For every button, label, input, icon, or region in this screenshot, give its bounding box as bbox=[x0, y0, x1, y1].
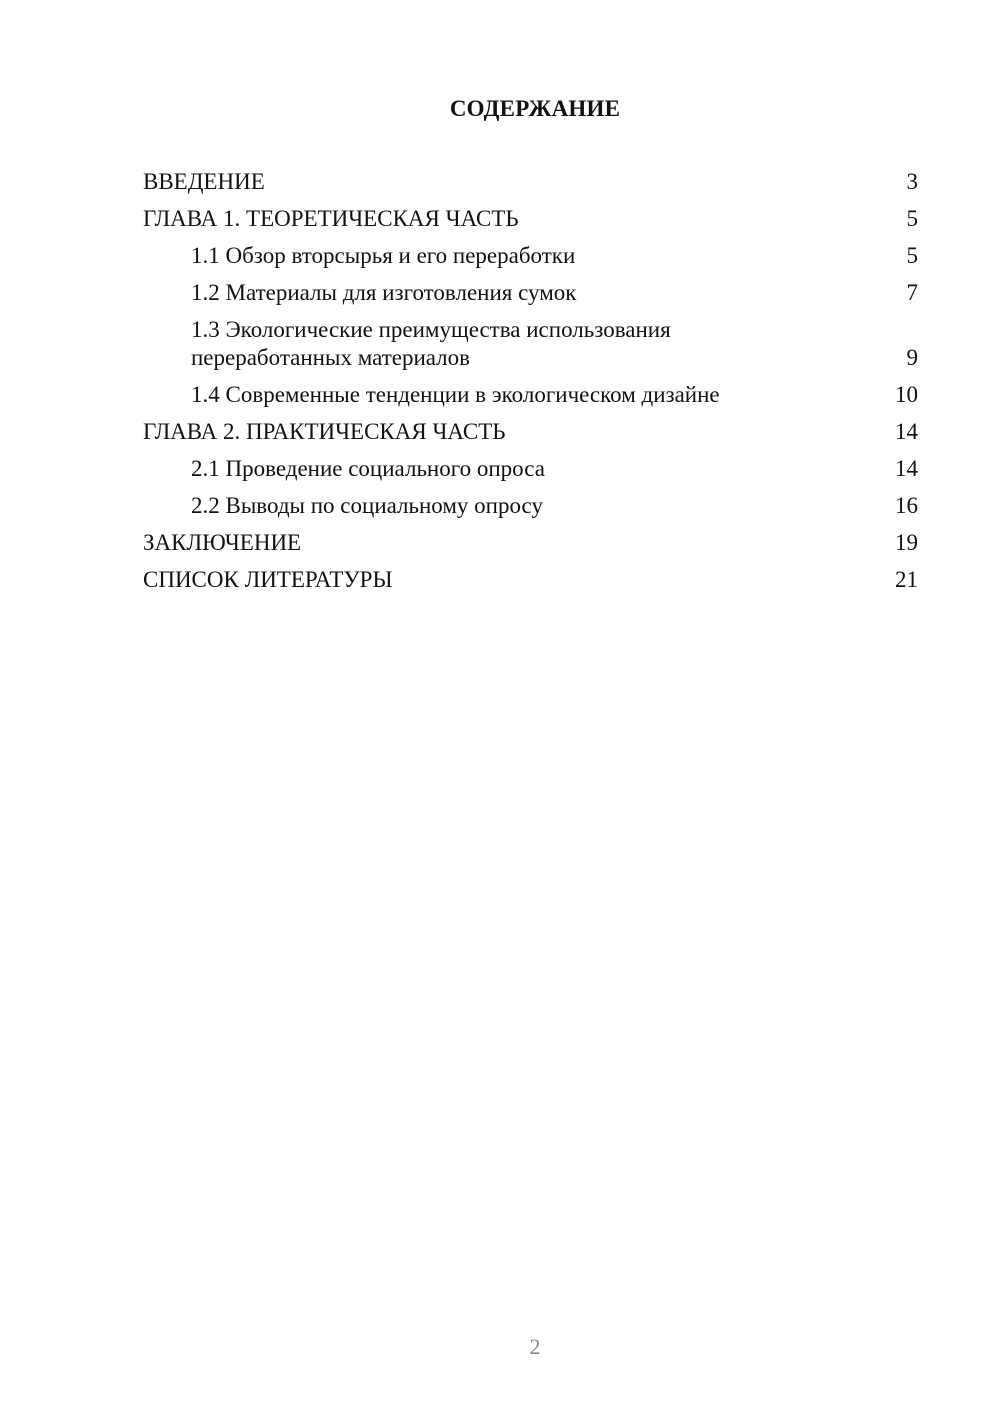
toc-entry-label: 1.3 Экологические преимущества использования переработанных материалов bbox=[191, 317, 671, 370]
toc-entry-section-1-2[interactable] bbox=[143, 279, 918, 307]
toc-entry-section-1-4[interactable] bbox=[143, 381, 918, 409]
toc-entry-conclusion[interactable] bbox=[143, 529, 918, 557]
toc-entry-page: 16 bbox=[895, 493, 918, 518]
toc-entry-label: ЗАКЛЮЧЕНИЕ bbox=[143, 530, 302, 555]
toc-entry-label: ГЛАВА 2. ПРАКТИЧЕСКАЯ ЧАСТЬ bbox=[143, 419, 506, 444]
toc-entry-page: 21 bbox=[895, 567, 918, 592]
toc-entry-page: 5 bbox=[906, 206, 918, 231]
toc-entry-label: 1.2 Материалы для изготовления сумок bbox=[191, 280, 577, 305]
toc-entry-introduction[interactable] bbox=[143, 168, 918, 196]
toc-entry-page: 14 bbox=[895, 419, 918, 444]
toc-entry-label: ГЛАВА 1. ТЕОРЕТИЧЕСКАЯ ЧАСТЬ bbox=[143, 206, 519, 231]
page-title: СОДЕРЖАНИЕ bbox=[449, 96, 621, 121]
toc-entry-page: 7 bbox=[906, 280, 918, 305]
toc-entry-label: 2.1 Проведение социального опроса bbox=[191, 456, 545, 481]
toc-entry-label: 2.2 Выводы по социальному опросу bbox=[191, 493, 543, 518]
toc-entry-page: 5 bbox=[906, 243, 918, 268]
toc-entry-label: ВВЕДЕНИЕ bbox=[143, 169, 265, 194]
toc-entry-references[interactable] bbox=[143, 566, 918, 594]
toc-entry-page: 19 bbox=[895, 530, 918, 555]
toc-entry-section-2-1[interactable] bbox=[143, 455, 918, 483]
toc-entry-label: СПИСОК ЛИТЕРАТУРЫ bbox=[143, 567, 393, 592]
toc-entry-chapter-1[interactable] bbox=[143, 205, 918, 233]
table-of-contents bbox=[143, 168, 918, 603]
toc-entry-page: 3 bbox=[906, 169, 918, 194]
toc-entry-section-1-1[interactable] bbox=[143, 242, 918, 270]
toc-entry-label: 1.1 Обзор вторсырья и его переработки bbox=[191, 243, 576, 268]
page-number: 2 bbox=[529, 1334, 541, 1359]
toc-entry-page: 14 bbox=[895, 456, 918, 481]
toc-entry-section-2-2[interactable] bbox=[143, 492, 918, 520]
toc-entry-page: 10 bbox=[895, 382, 918, 407]
toc-entry-chapter-2[interactable] bbox=[143, 418, 918, 446]
toc-entry-label: 1.4 Современные тенденции в экологическом дизайне bbox=[191, 382, 720, 407]
toc-entry-section-1-3[interactable] bbox=[143, 316, 918, 372]
toc-entry-page: 9 bbox=[906, 345, 918, 370]
